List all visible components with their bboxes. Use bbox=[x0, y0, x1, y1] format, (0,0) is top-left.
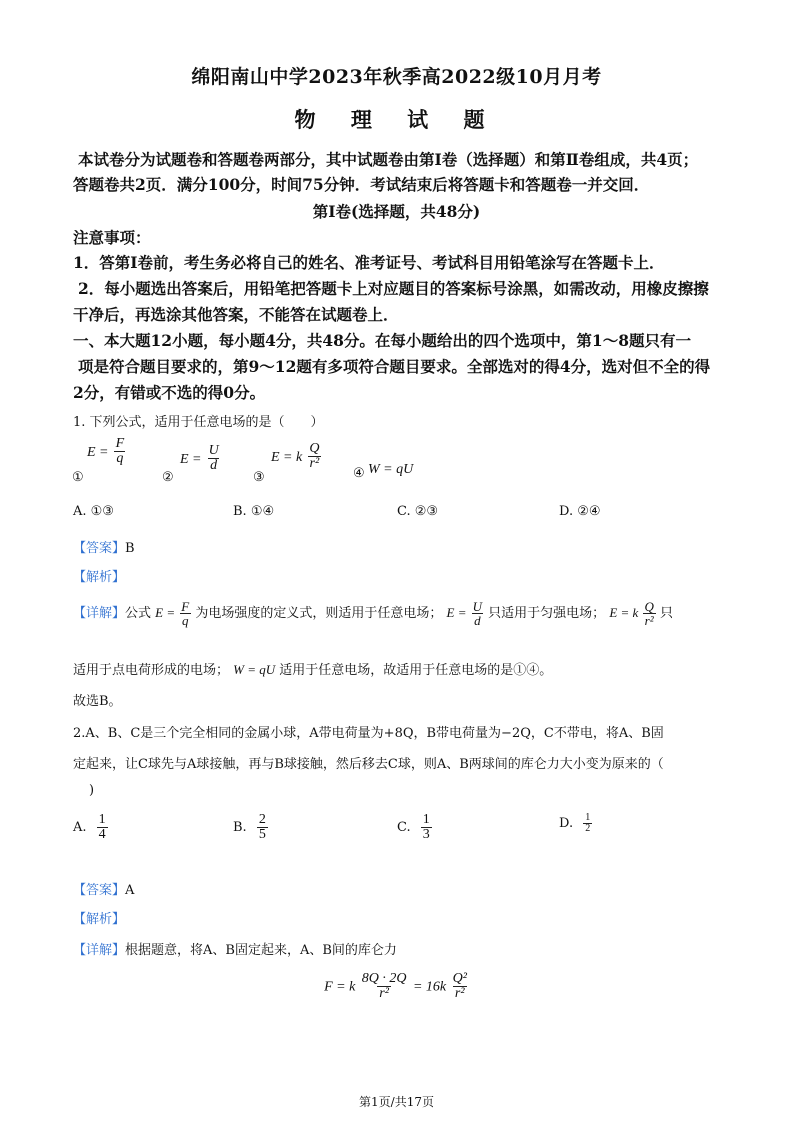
q2-option-a: A. $\frac{1}{4}$ bbox=[73, 812, 106, 842]
question-1-stem: 1. 下列公式，适用于任意电场的是（ ） bbox=[73, 415, 324, 430]
section-1-line-3: 2分，有错或不选的得0分。 bbox=[73, 383, 266, 402]
q2-equation: F = k $\frac{8Q \cdot 2Q}{\text{r²}}$ = 16k $\frac{\text{Q²}}{\text{r²}}$ bbox=[324, 971, 467, 1001]
formula-1: E = $\frac{F}{q}$ bbox=[87, 436, 125, 466]
exam-subject: 物 理 试 题 bbox=[294, 107, 499, 132]
q1-analysis-tag: 【解析】 bbox=[73, 570, 126, 585]
q1-option-b: B. ①④ bbox=[233, 504, 275, 519]
part1-title: 第Ⅰ卷(选择题，共48分) bbox=[312, 202, 481, 221]
question-2-stem-line-1: 2.A、B、C是三个完全相同的金属小球，A带电荷量为+8Q，B带电荷量为−2Q，C不带电，将A、B固 bbox=[73, 726, 664, 741]
formula-3: E = k $\frac{Q}{\text{r²}}$ bbox=[271, 441, 320, 471]
formula-4: W = qU bbox=[368, 462, 414, 477]
note-2-line-1: 2．每小题选出答案后，用铅笔把答题卡上对应题目的答案标号涂黑，如需改动，用橡皮擦擦 bbox=[78, 279, 709, 298]
page-number: 第1页/共17页 bbox=[359, 1095, 434, 1109]
q2-detail-line: 【详解】根据题意，将A、B固定起来，A、B间的库仑力 bbox=[73, 943, 397, 958]
q2-option-b: B. $\frac{2}{5}$ bbox=[233, 812, 266, 842]
q1-detail-line-2: 适用于点电荷形成的电场； W = qU 适用于任意电场，故适用于任意电场的是①④。 bbox=[73, 662, 553, 678]
q2-option-d: D. $\frac{1}{2}$ bbox=[559, 812, 591, 834]
question-2-stem-line-3: ) bbox=[89, 783, 95, 798]
q2-answer: 【答案】A bbox=[73, 883, 135, 898]
formula-3-label: ③ bbox=[253, 470, 265, 485]
section-1-line-2: 项是符合题目要求的，第9～12题有多项符合题目要求。全部选对的得4分，选对但不全的得 bbox=[78, 357, 711, 376]
note-2-line-2: 干净后，再选涂其他答案，不能答在试题卷上． bbox=[73, 305, 399, 324]
q1-option-d: D. ②④ bbox=[559, 504, 601, 519]
intro-line-1: 本试卷分为试题卷和答题卷两部分，其中试题卷由第Ⅰ卷（选择题）和第Ⅱ卷组成，共4页； bbox=[78, 150, 699, 169]
note-1: 1．答第Ⅰ卷前，考生务必将自己的姓名、准考证号、考试科目用铅笔涂写在答题卡上． bbox=[73, 253, 665, 272]
question-2-stem-line-2: 定起来，让C球先与A球接触，再与B球接触，然后移去C球，则A、B两球间的库仑力大小变为原来的（ bbox=[73, 757, 664, 772]
notes-title: 注意事项： bbox=[73, 228, 151, 247]
formula-2-label: ② bbox=[162, 470, 174, 485]
q2-analysis-tag: 【解析】 bbox=[73, 912, 126, 927]
q1-answer: 【答案】B bbox=[73, 541, 135, 556]
q2-option-c: C. $\frac{1}{3}$ bbox=[397, 812, 430, 842]
q1-option-c: C. ②③ bbox=[397, 504, 439, 519]
intro-line-2: 答题卷共2页．满分100分，时间75分钟．考试结束后将答题卡和答题卷一并交回． bbox=[73, 175, 650, 194]
formula-2: E = $\frac{U}{d}$ bbox=[180, 443, 219, 473]
q1-detail-line-1: 【详解】公式 E = $\frac{F}{q}$ 为电场强度的定义式，则适用于任意电场； E = $\frac{U}{d}$ 只适用于匀强电场； E = k $\frac{Q}{\text{r²}}$ 只 bbox=[73, 599, 673, 628]
q1-option-a: A. ①③ bbox=[73, 504, 114, 519]
formula-1-label: ① bbox=[72, 470, 84, 485]
formula-4-label: ④ bbox=[353, 466, 365, 481]
section-1-line-1: 一、本大题12小题，每小题4分，共48分。在每小题给出的四个选项中，第1～8题只有一 bbox=[73, 331, 691, 350]
exam-title: 绵阳南山中学2023年秋季高2022级10月月考 bbox=[191, 66, 602, 88]
q1-conclusion: 故选B。 bbox=[73, 694, 122, 709]
